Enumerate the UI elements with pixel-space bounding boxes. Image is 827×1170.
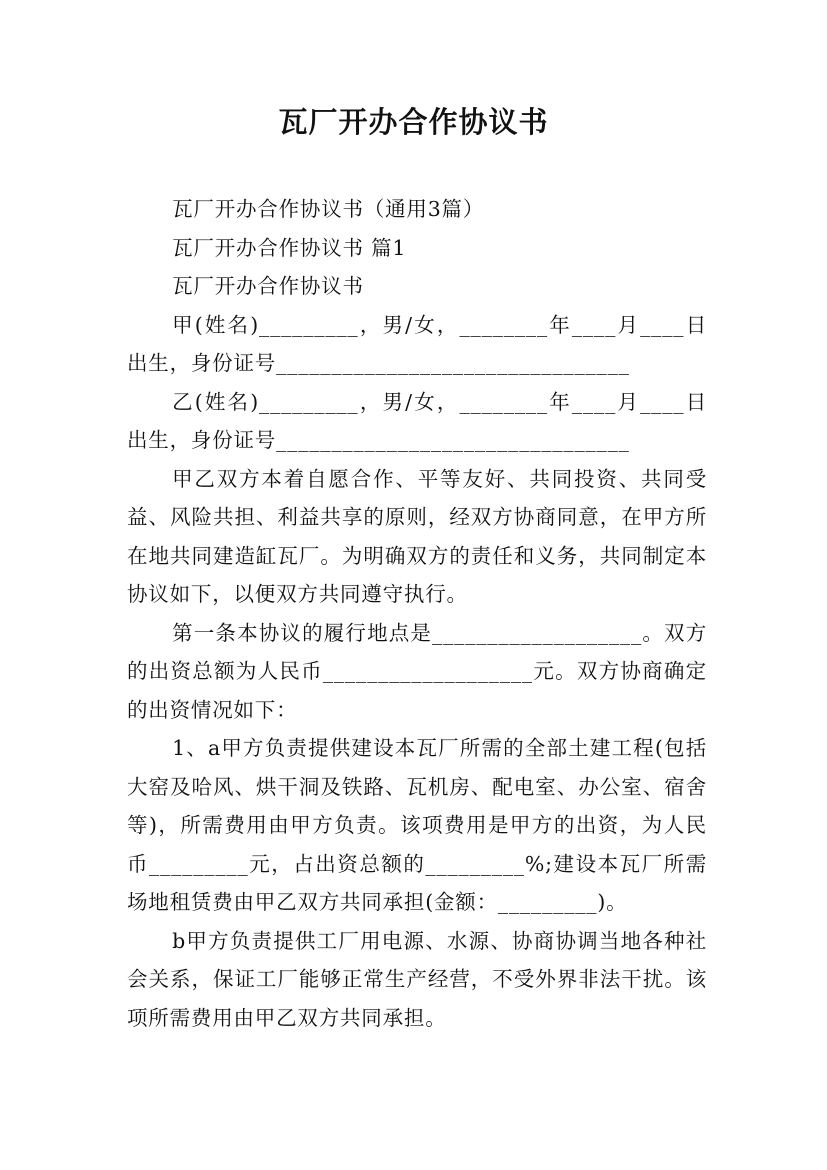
paragraph-article-1: 第一条本协议的履行地点是___________________。双方的出资总额为人民币___________________元。双方协商确定的出资情况如下：: [127, 620, 707, 722]
paragraph-section-heading: 瓦厂开办合作协议书 篇1: [172, 235, 407, 260]
paragraph-clause-1b: b甲方负责提供工厂用电源、水源、协商协调当地各种社会关系，保证工厂能够正常生产经营，不受外界非法干扰。该项所需费用由甲乙双方共同承担。: [127, 928, 707, 1030]
paragraph-party-b: 乙(姓名)_________，男/女，________年____月____日出生，身份证号________________________________: [127, 389, 707, 452]
paragraph-clause-1a: 1、a甲方负责提供建设本瓦厂所需的全部土建工程(包括大窑及哈风、烘干洞及铁路、瓦机房、配电室、办公室、宿舍等)，所需费用由甲方负责。该项费用是甲方的出资，为人民币_________元，占出资总额的_________%;建设本瓦厂所需场地租赁费由甲乙双方共同承担(金额：_________)。: [127, 736, 707, 914]
paragraph-preamble: 甲乙双方本着自愿合作、平等友好、共同投资、共同受益、风险共担、利益共享的原则，经双方协商同意，在甲方所在地共同建造缸瓦厂。为明确双方的责任和义务，共同制定本协议如下，以便双方共同遵守执行。: [127, 466, 707, 606]
document-body: [127, 190, 707, 1037]
document-title: 瓦厂开办合作协议书: [278, 105, 549, 139]
paragraph-agreement-name: 瓦厂开办合作协议书: [172, 274, 364, 298]
paragraph-subtitle: 瓦厂开办合作协议书（通用3篇）: [172, 197, 485, 221]
paragraph-party-a: 甲(姓名)_________，男/女，________年____月____日出生，身份证号________________________________: [127, 312, 707, 375]
